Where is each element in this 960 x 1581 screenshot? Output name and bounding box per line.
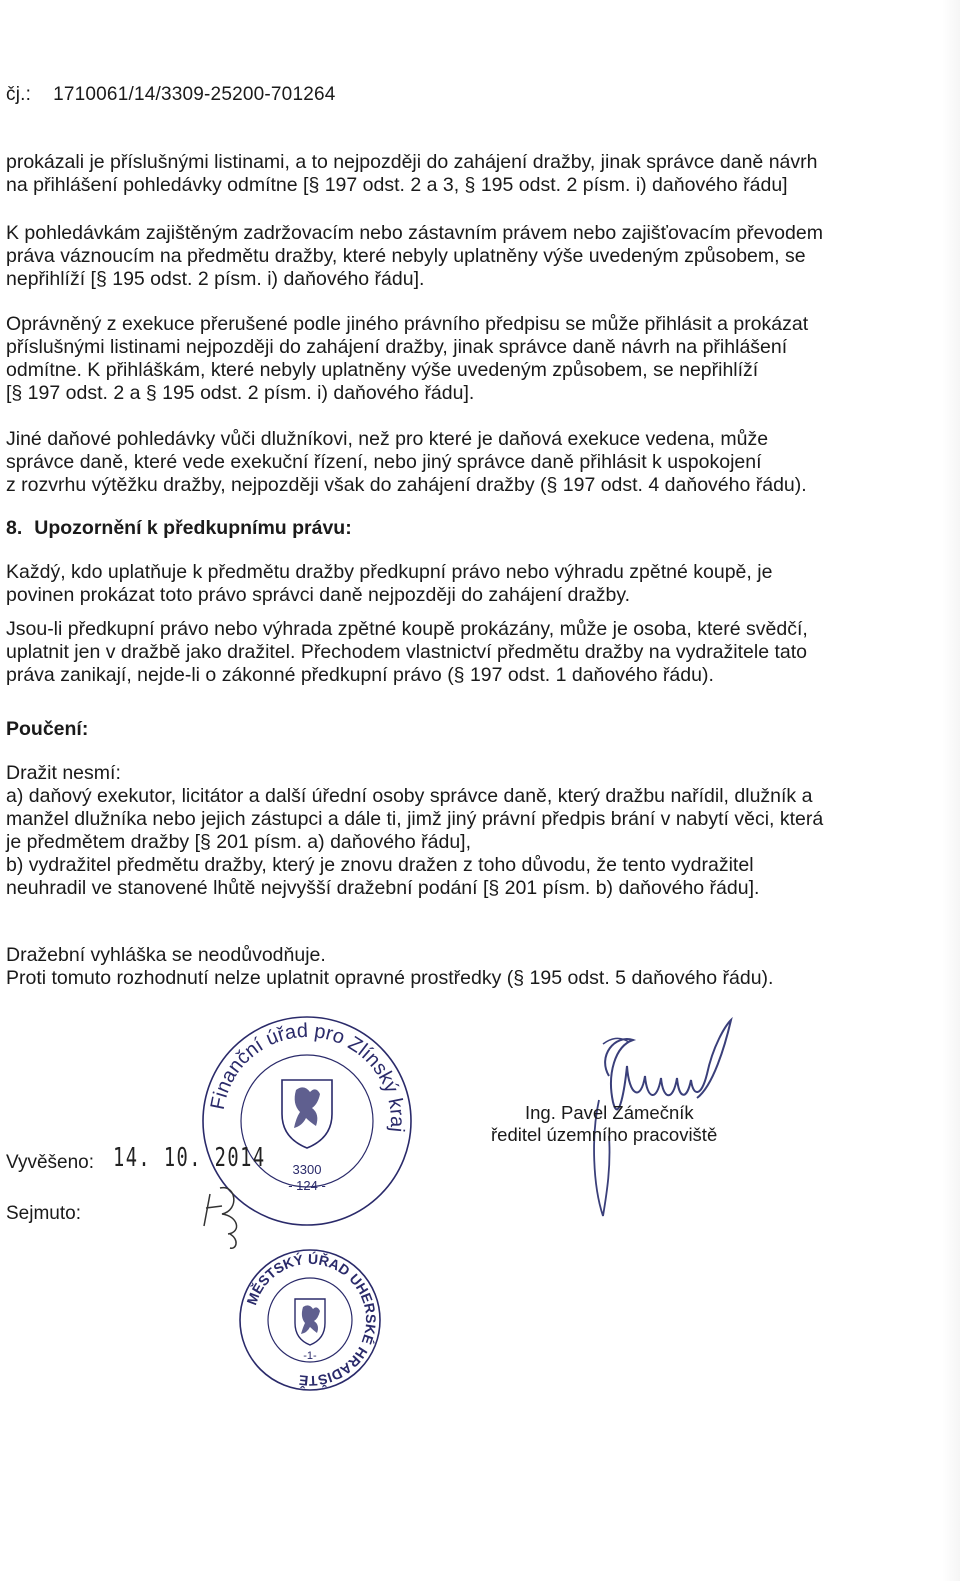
section-number: 8. bbox=[6, 517, 23, 539]
text-line: práva váznoucím na předmětu dražby, které nebyly uplatněny výše uvedeným způsobem, se bbox=[6, 245, 806, 267]
paragraph-preemption-proven bbox=[6, 618, 844, 687]
text-line: neuhradil ve stanovené lhůtě nejvyšší dražební podání [§ 201 písm. b) daňového řádu]. bbox=[6, 877, 760, 899]
reference-label: čj.: bbox=[6, 84, 32, 105]
text-line: Každý, kdo uplatňuje k předmětu dražby předkupní právo nebo výhradu zpětné koupě, je bbox=[6, 561, 773, 583]
stamp-ring-text: Finanční úřad pro Zlínský kraj bbox=[206, 1019, 409, 1134]
text-line: manžel dlužníka nebo jejich zástupci a dále ti, jimž jiný právní předpis brání v nabytí věci, která bbox=[6, 808, 824, 830]
closing-paragraph bbox=[6, 944, 844, 990]
handwritten-initials bbox=[200, 1180, 252, 1252]
stamp-ring-text: MĚSTSKÝ ÚŘAD UHERSKÉ HRADIŠTĚ bbox=[243, 1250, 380, 1390]
text-line: nepřihlíží [§ 195 odst. 2 písm. i) daňového řádu]. bbox=[6, 268, 425, 290]
stamp-number: - 124 - bbox=[288, 1178, 326, 1193]
signatory-role: ředitel územního pracoviště bbox=[491, 1124, 718, 1145]
text-line: na přihlášení pohledávky odmítne [§ 197 odst. 2 a 3, § 195 odst. 2 písm. i) daňového řádu] bbox=[6, 174, 788, 196]
stamp-number: -1- bbox=[303, 1350, 317, 1362]
signatory-name: Ing. Pavel Zámečník bbox=[525, 1102, 694, 1123]
paragraph-other-tax-claims bbox=[6, 428, 844, 497]
text-line: b) vydražitel předmětu dražby, který je znovu dražen z toho důvodu, že tento vydražitel bbox=[6, 854, 754, 876]
coat-of-arms-icon bbox=[295, 1299, 325, 1345]
text-line: z rozvrhu výtěžku dražby, nejpozději však do zahájení dražby (§ 197 odst. 4 daňového řádu). bbox=[6, 474, 807, 496]
text-line: Dražit nesmí: bbox=[6, 762, 121, 784]
section-8-heading bbox=[6, 517, 352, 540]
text-line: prokázali je příslušnými listinami, a to nejpozději do zahájení dražby, jinak správce daně návrh bbox=[6, 151, 818, 173]
instruction-heading: Poučení: bbox=[6, 718, 89, 740]
paragraph-claims-proof bbox=[6, 151, 844, 197]
text-line: a) daňový exekutor, licitátor a další úřední osoby správce daně, který dražbu nařídil, dlužník a bbox=[6, 785, 813, 807]
text-line: příslušnými listinami nejpozději do zahájení dražby, jinak správce daně návrh na přihlášení bbox=[6, 336, 788, 358]
paragraph-preemption bbox=[6, 561, 844, 607]
text-line: Proti tomuto rozhodnutí nelze uplatnit opravné prostředky (§ 195 odst. 5 daňového řádu). bbox=[6, 967, 774, 989]
text-line: odmítne. K přihláškám, které nebyly uplatněny výše uvedeným způsobem, se nepřihlíží bbox=[6, 359, 759, 381]
reference-value: 1710061/14/3309-25200-701264 bbox=[53, 84, 336, 105]
scan-edge-shadow bbox=[942, 0, 960, 1581]
text-line: [§ 197 odst. 2 a § 195 odst. 2 písm. i) daňového řádu]. bbox=[6, 382, 475, 404]
text-line: Dražební vyhláška se neodůvodňuje. bbox=[6, 944, 326, 966]
removed-label: Sejmuto: bbox=[6, 1203, 81, 1224]
text-line: K pohledávkám zajištěným zadržovacím nebo zástavním právem nebo zajišťovacím převodem bbox=[6, 222, 823, 244]
instruction-body bbox=[6, 762, 844, 900]
municipal-office-stamp bbox=[235, 1245, 385, 1395]
posted-date: 14. 10. 2014 bbox=[113, 1143, 266, 1173]
section-title: Upozornění k předkupnímu právu: bbox=[34, 517, 352, 539]
text-line: Jiné daňové pohledávky vůči dlužníkovi, než pro které je daňová exekuce vedena, může bbox=[6, 428, 769, 450]
text-line: je předmětem dražby [§ 201 písm. a) daňového řádu], bbox=[6, 831, 472, 853]
text-line: Jsou-li předkupní právo nebo výhrada zpětné koupě prokázány, může je osoba, které svědčí, bbox=[6, 618, 808, 640]
coat-of-arms-icon bbox=[282, 1080, 332, 1148]
text-line: uplatnit jen v dražbě jako dražitel. Přechodem vlastnictví předmětu dražby na vydražitele tato bbox=[6, 641, 807, 663]
text-line: správce daně, které vede exekuční řízení, nebo jiný správce daně přihlásit k uspokojení bbox=[6, 451, 762, 473]
text-line: povinen prokázat toto právo správci daně nejpozději do zahájení dražby. bbox=[6, 584, 631, 606]
text-line: Oprávněný z exekuce přerušené podle jiného právního předpisu se může přihlásit a prokázat bbox=[6, 313, 809, 335]
paragraph-secured-claims bbox=[6, 222, 844, 291]
paragraph-interrupted-execution bbox=[6, 313, 844, 405]
stamp-code: 3300 bbox=[292, 1162, 322, 1177]
posted-label: Vyvěšeno: bbox=[6, 1152, 95, 1173]
reference-number bbox=[6, 84, 336, 106]
text-line: práva zanikají, nejde-li o zákonné předkupní právo (§ 197 odst. 1 daňového řádu). bbox=[6, 664, 714, 686]
